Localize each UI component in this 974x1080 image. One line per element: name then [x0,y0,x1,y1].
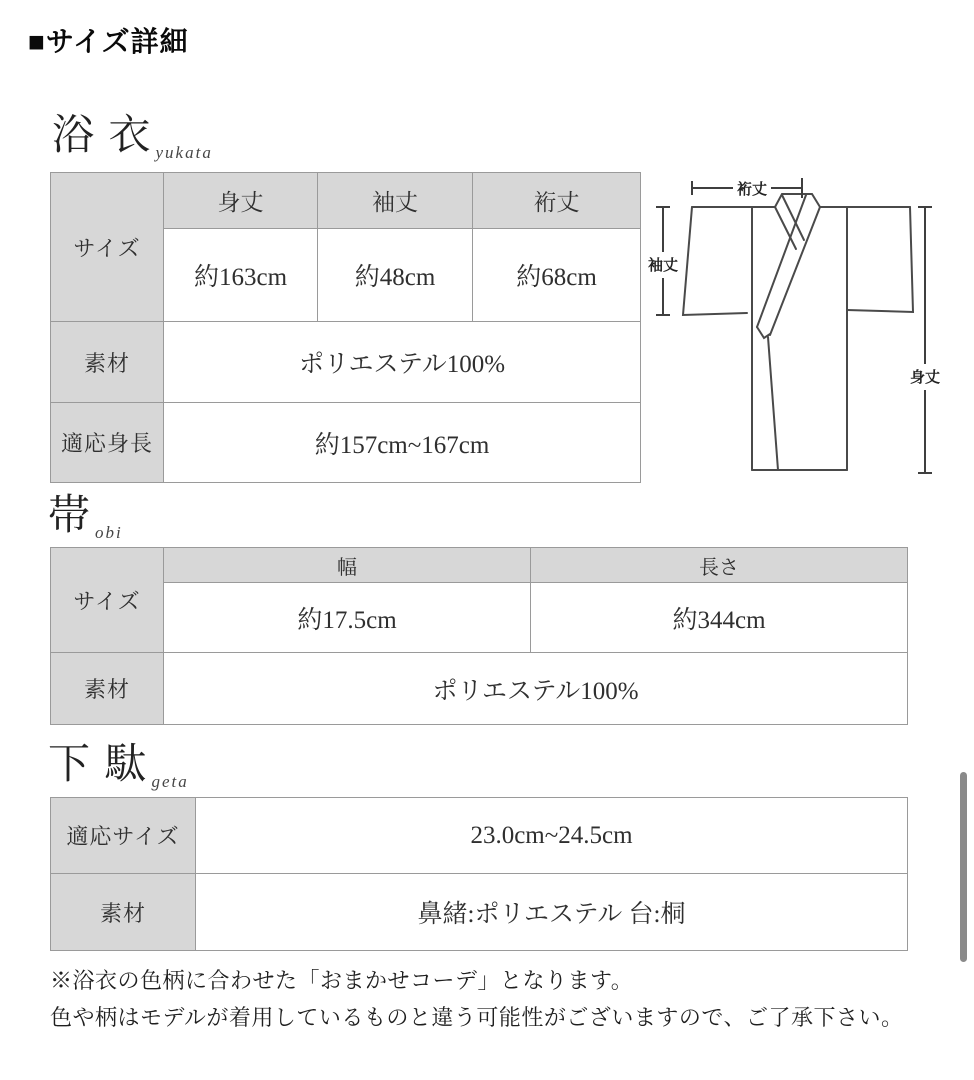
geta-material-label: 素材 [51,874,196,951]
obi-material-value: ポリエステル100% [164,653,908,725]
obi-col-width: 幅 [164,548,531,583]
yukata-value-mitake: 約163cm [164,229,318,322]
geta-size-label: 適応サイズ [51,798,196,874]
geta-material-value: 鼻緒:ポリエステル 台:桐 [196,874,908,951]
yukata-header-row [51,173,641,229]
obi-size-label: サイズ [51,548,164,653]
yukata-height-row [51,403,641,483]
yukata-value-sodetake: 約48cm [318,229,473,322]
dimension-lines [656,178,932,473]
page-title: ■サイズ詳細 [28,26,189,57]
geta-title-script: geta [151,772,189,791]
footnote-line-2: 色や柄はモデルが着用しているものと違う可能性がございますので、ご了承下さい。 [50,1005,904,1030]
scrollbar-thumb[interactable] [960,772,967,962]
obi-section-title [48,482,123,542]
diagram-label-yukitake: 裄丈 [736,181,768,198]
yukata-col-mitake: 身丈 [164,173,318,229]
kimono-outline [683,194,913,470]
yukata-section-title [52,102,213,162]
yukata-value-yukitake: 約68cm [473,229,641,322]
obi-title-kanji: 帯 [48,493,93,539]
obi-value-row [51,583,908,653]
yukata-col-yukitake: 裄丈 [473,173,641,229]
diagram-label-mitake: 身丈 [909,369,941,386]
footnote [50,962,903,1036]
kimono-measurement-diagram [645,168,965,483]
yukata-size-table [50,172,641,483]
geta-size-row [51,798,908,874]
yukata-title-script: yukata [155,143,213,162]
yukata-size-label: サイズ [51,173,164,322]
geta-section-title [48,731,189,791]
footnote-line-1: ※浴衣の色柄に合わせた「おまかせコーデ」となります。 [50,968,634,993]
geta-size-value: 23.0cm~24.5cm [196,798,908,874]
geta-title-kanji: 下 駄 [48,742,149,788]
yukata-height-label: 適応身長 [51,403,164,483]
geta-material-row [51,874,908,951]
yukata-title-kanji: 浴 衣 [52,113,153,159]
geta-size-table [50,797,908,951]
yukata-material-row [51,322,641,403]
obi-value-length: 約344cm [531,583,908,653]
obi-col-length: 長さ [531,548,908,583]
yukata-height-value: 約157cm~167cm [164,403,641,483]
obi-material-row [51,653,908,725]
obi-material-label: 素材 [51,653,164,725]
yukata-material-label: 素材 [51,322,164,403]
obi-title-script: obi [95,523,123,542]
yukata-col-sodetake: 袖丈 [318,173,473,229]
diagram-label-sodetake: 袖丈 [647,257,679,274]
obi-header-row [51,548,908,583]
yukata-material-value: ポリエステル100% [164,322,641,403]
obi-size-table [50,547,908,725]
obi-value-width: 約17.5cm [164,583,531,653]
